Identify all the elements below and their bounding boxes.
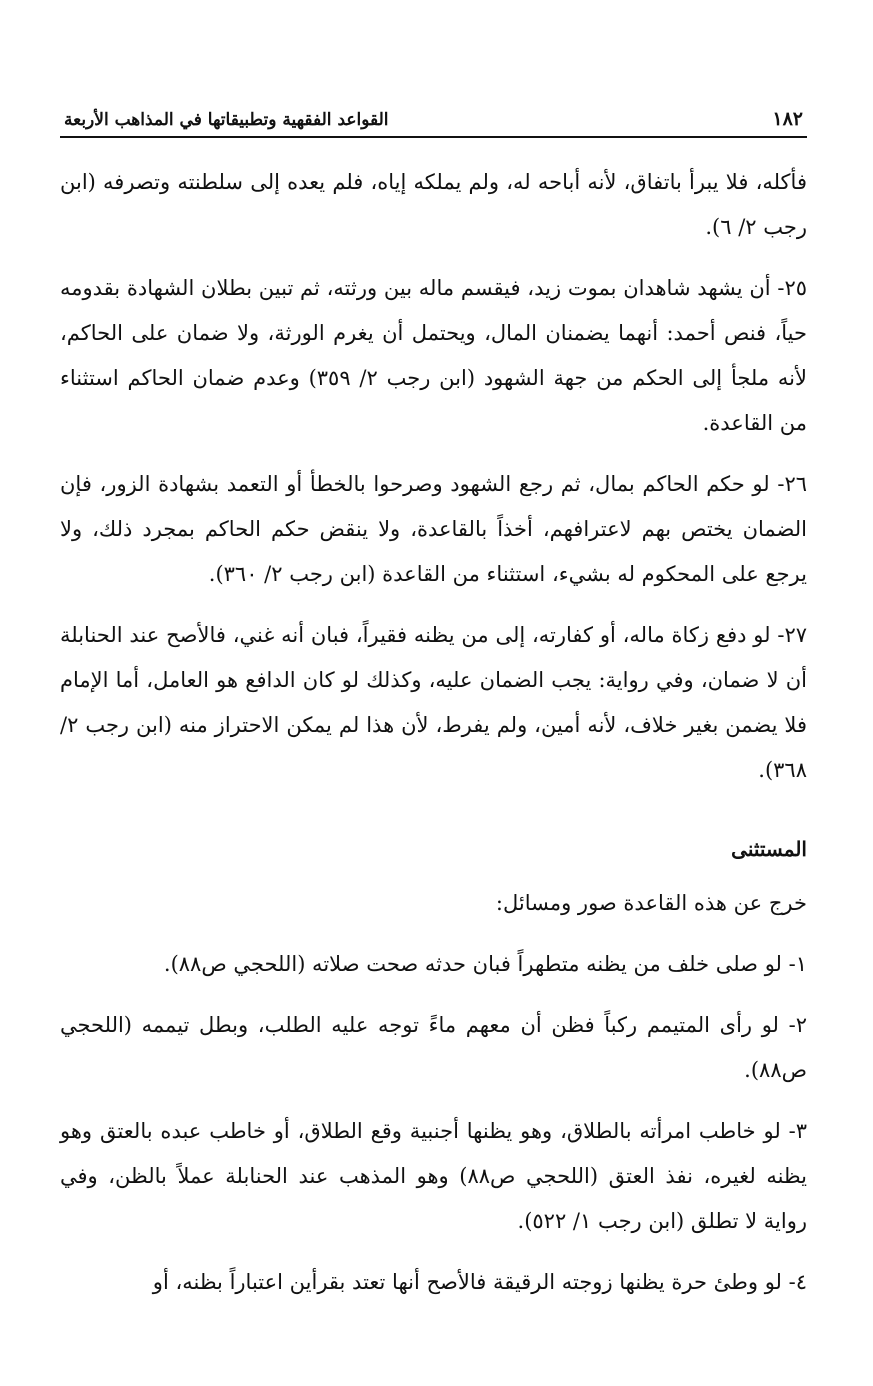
exception-item-4: ٤- لو وطئ حرة يظنها زوجته الرقيقة فالأصح أنها تعتد بقرأين اعتباراً بظنه، أو bbox=[152, 1270, 807, 1294]
paragraph-item-27: ٢٧- لو دفع زكاة ماله، أو كفارته، إلى من يظنه فقيراً، فبان أنه غني، فالأصح عند الحنابلة أن لا ضمان، وفي رواية: يجب الضمان عليه، وكذلك لو كان الدافع هو العامل، أما الإمام فلا يضمن بغير خلاف، لأنه أمين، ولم يفرط، لأن هذا لم يمكن الاحتراز منه (ابن رجب ٢/ ٣٦٨). bbox=[60, 623, 807, 782]
paragraph-continuation: فأكله، فلا يبرأ باتفاق، لأنه أباحه له، ولم يملكه إياه، فلم يعده إلى سلطنته وتصرفه (ابن رجب ٢/ ٦). bbox=[60, 170, 807, 239]
page-body bbox=[60, 160, 807, 1305]
page-number: ١٨٢ bbox=[772, 108, 803, 130]
section-heading: المستثنى bbox=[731, 837, 807, 861]
paragraph-item-26: ٢٦- لو حكم الحاكم بمال، ثم رجع الشهود وصرحوا بالخطأ أو التعمد بشهادة الزور، فإن الضمان يختص بهم لاعترافهم، أخذاً بالقاعدة، ولا ينقض حكم الحاكم بمجرد ذلك، ولا يرجع على المحكوم له بشيء، استثناء من القاعدة (ابن رجب ٢/ ٣٦٠). bbox=[60, 472, 807, 586]
running-header bbox=[60, 108, 807, 138]
book-title: القواعد الفقهية وتطبيقاتها في المذاهب الأربعة bbox=[64, 110, 389, 130]
paragraph-item-25: ٢٥- أن يشهد شاهدان بموت زيد، فيقسم ماله بين ورثته، ثم تبين بطلان الشهادة بقدومه حياً، فنص أحمد: أنهما يضمنان المال، ويحتمل أن يغرم الورثة، ولا ضمان على الحاكم، لأنه ملجأ إلى الحكم من جهة الشهود (ابن رجب ٢/ ٣٥٩) وعدم ضمان الحاكم استثناء من القاعدة. bbox=[60, 276, 807, 435]
section-intro: خرج عن هذه القاعدة صور ومسائل: bbox=[495, 891, 807, 915]
exception-item-3: ٣- لو خاطب امرأته بالطلاق، وهو يظنها أجنبية وقع الطلاق، أو خاطب عبده بالعتق وهو يظنه لغيره، نفذ العتق (اللحجي ص٨٨) وهو المذهب عند الحنابلة عملاً بالظن، وفي رواية لا تطلق (ابن رجب ١/ ٥٢٢). bbox=[60, 1119, 807, 1233]
exception-item-2: ٢- لو رأى المتيمم ركباً فظن أن معهم ماءً توجه عليه الطلب، وبطل تيممه (اللحجي ص٨٨). bbox=[60, 1013, 807, 1082]
exception-item-1: ١- لو صلى خلف من يظنه متطهراً فبان حدثه صحت صلاته (اللحجي ص٨٨). bbox=[163, 952, 807, 976]
